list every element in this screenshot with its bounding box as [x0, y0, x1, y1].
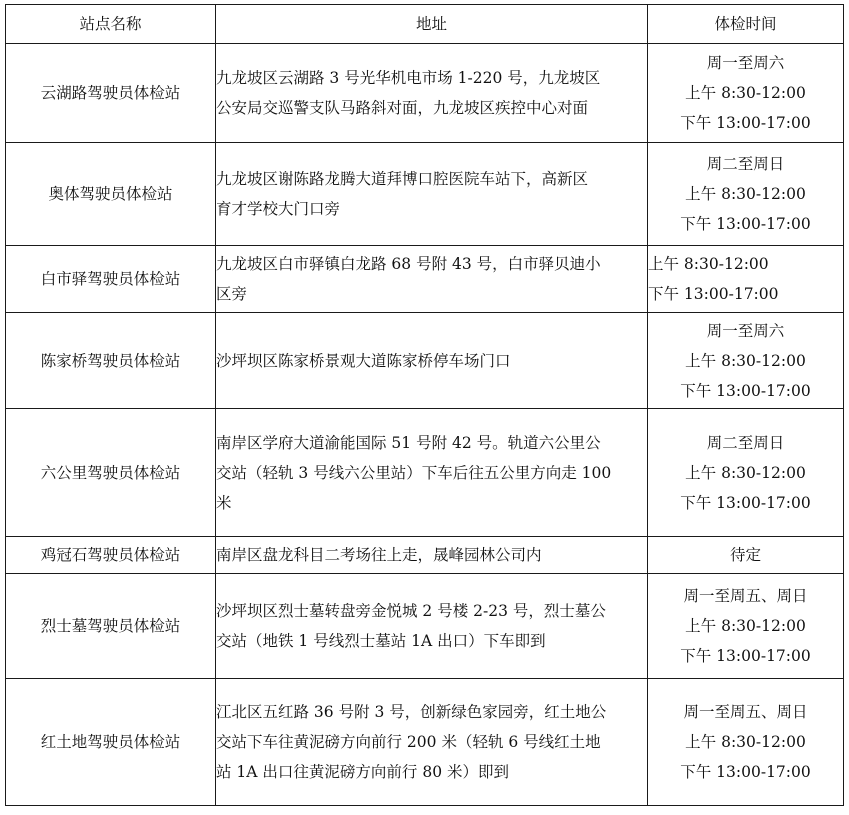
address-line: 江北区五红路 36 号附 3 号，创新绿色家园旁，红土地公 — [216, 703, 607, 721]
station-hours — [648, 574, 844, 679]
header-hours: 体检时间 — [648, 5, 844, 44]
hours-afternoon: 下午 13:00-17:00 — [680, 647, 811, 665]
hours-afternoon: 下午 13:00-17:00 — [680, 381, 811, 400]
station-address — [216, 537, 648, 574]
hours-afternoon: 下午 13:00-17:00 — [680, 493, 811, 512]
hours-afternoon: 下午 13:00-17:00 — [680, 763, 811, 781]
table-row — [6, 679, 844, 806]
address-line: 南岸区学府大道渝能国际 51 号附 42 号。轨道六公里公 — [216, 433, 601, 452]
table-row — [6, 143, 844, 246]
address-line: 育才学校大门口旁 — [216, 200, 341, 218]
hours-afternoon: 下午 13:00-17:00 — [648, 285, 779, 303]
address-line: 九龙坡区谢陈路龙腾大道拜博口腔医院车站下，高新区 — [216, 170, 589, 188]
hours-days: 周一至周五、周日 — [683, 703, 808, 721]
header-address: 地址 — [216, 5, 648, 44]
station-address — [216, 574, 648, 679]
table-row — [6, 313, 844, 409]
station-name: 白市驿驾驶员体检站 — [6, 246, 216, 313]
station-hours — [648, 246, 844, 313]
header-station-name: 站点名称 — [6, 5, 216, 44]
address-line: 站 1A 出口往黄泥磅方向前行 80 米）即到 — [216, 763, 509, 781]
address-line: 沙坪坝区烈士墓转盘旁金悦城 2 号楼 2-23 号，烈士墓公 — [216, 602, 606, 620]
header-row — [6, 5, 844, 44]
hours-afternoon: 下午 13:00-17:00 — [680, 215, 811, 233]
station-hours — [648, 537, 844, 574]
table-row — [6, 409, 844, 537]
driver-checkup-stations-table — [5, 4, 844, 806]
hours-morning: 上午 8:30-12:00 — [685, 84, 806, 102]
table-row — [6, 44, 844, 143]
hours-morning: 上午 8:30-12:00 — [685, 463, 806, 482]
address-line: 南岸区盘龙科目二考场往上走，晟峰园林公司内 — [216, 546, 542, 564]
station-address — [216, 143, 648, 246]
station-hours — [648, 44, 844, 143]
address-line: 交站（轻轨 3 号线六公里站）下车后往五公里方向走 100 — [216, 463, 612, 482]
address-line: 区旁 — [216, 285, 248, 303]
address-line: 沙坪坝区陈家桥景观大道陈家桥停车场门口 — [216, 351, 511, 370]
table-row — [6, 246, 844, 313]
hours-days: 周一至周五、周日 — [683, 587, 808, 605]
station-name: 烈士墓驾驶员体检站 — [6, 574, 216, 679]
address-line: 交站下车往黄泥磅方向前行 200 米（轻轨 6 号线红土地 — [216, 733, 601, 751]
hours-morning: 上午 8:30-12:00 — [685, 185, 806, 203]
hours-days: 周二至周日 — [706, 433, 785, 452]
station-name: 奥体驾驶员体检站 — [6, 143, 216, 246]
station-name: 红土地驾驶员体检站 — [6, 679, 216, 806]
address-line: 九龙坡区云湖路 3 号光华机电市场 1-220 号，九龙坡区 — [216, 69, 601, 87]
address-line: 九龙坡区白市驿镇白龙路 68 号附 43 号，白市驿贝迪小 — [216, 255, 601, 273]
hours-days: 周二至周日 — [706, 155, 785, 173]
station-name: 六公里驾驶员体检站 — [6, 409, 216, 537]
station-name: 云湖路驾驶员体检站 — [6, 44, 216, 143]
station-hours — [648, 409, 844, 537]
hours-morning: 上午 8:30-12:00 — [685, 617, 806, 635]
station-address — [216, 409, 648, 537]
station-hours — [648, 679, 844, 806]
hours-days: 周一至周六 — [706, 321, 785, 340]
table-row — [6, 537, 844, 574]
station-name: 鸡冠石驾驶员体检站 — [6, 537, 216, 574]
hours-afternoon: 下午 13:00-17:00 — [680, 114, 811, 132]
address-line: 米 — [216, 493, 232, 512]
station-address — [216, 313, 648, 409]
hours-morning: 上午 8:30-12:00 — [685, 351, 806, 370]
station-address — [216, 679, 648, 806]
hours-morning: 上午 8:30-12:00 — [648, 255, 769, 273]
address-line: 公安局交巡警支队马路斜对面，九龙坡区疾控中心对面 — [216, 99, 589, 117]
station-address — [216, 44, 648, 143]
hours-status: 待定 — [729, 546, 761, 564]
station-address — [216, 246, 648, 313]
table-row — [6, 574, 844, 679]
address-line: 交站（地铁 1 号线烈士墓站 1A 出口）下车即到 — [216, 632, 546, 650]
station-name: 陈家桥驾驶员体检站 — [6, 313, 216, 409]
station-hours — [648, 143, 844, 246]
hours-morning: 上午 8:30-12:00 — [685, 733, 806, 751]
station-hours — [648, 313, 844, 409]
hours-days: 周一至周六 — [706, 54, 785, 72]
